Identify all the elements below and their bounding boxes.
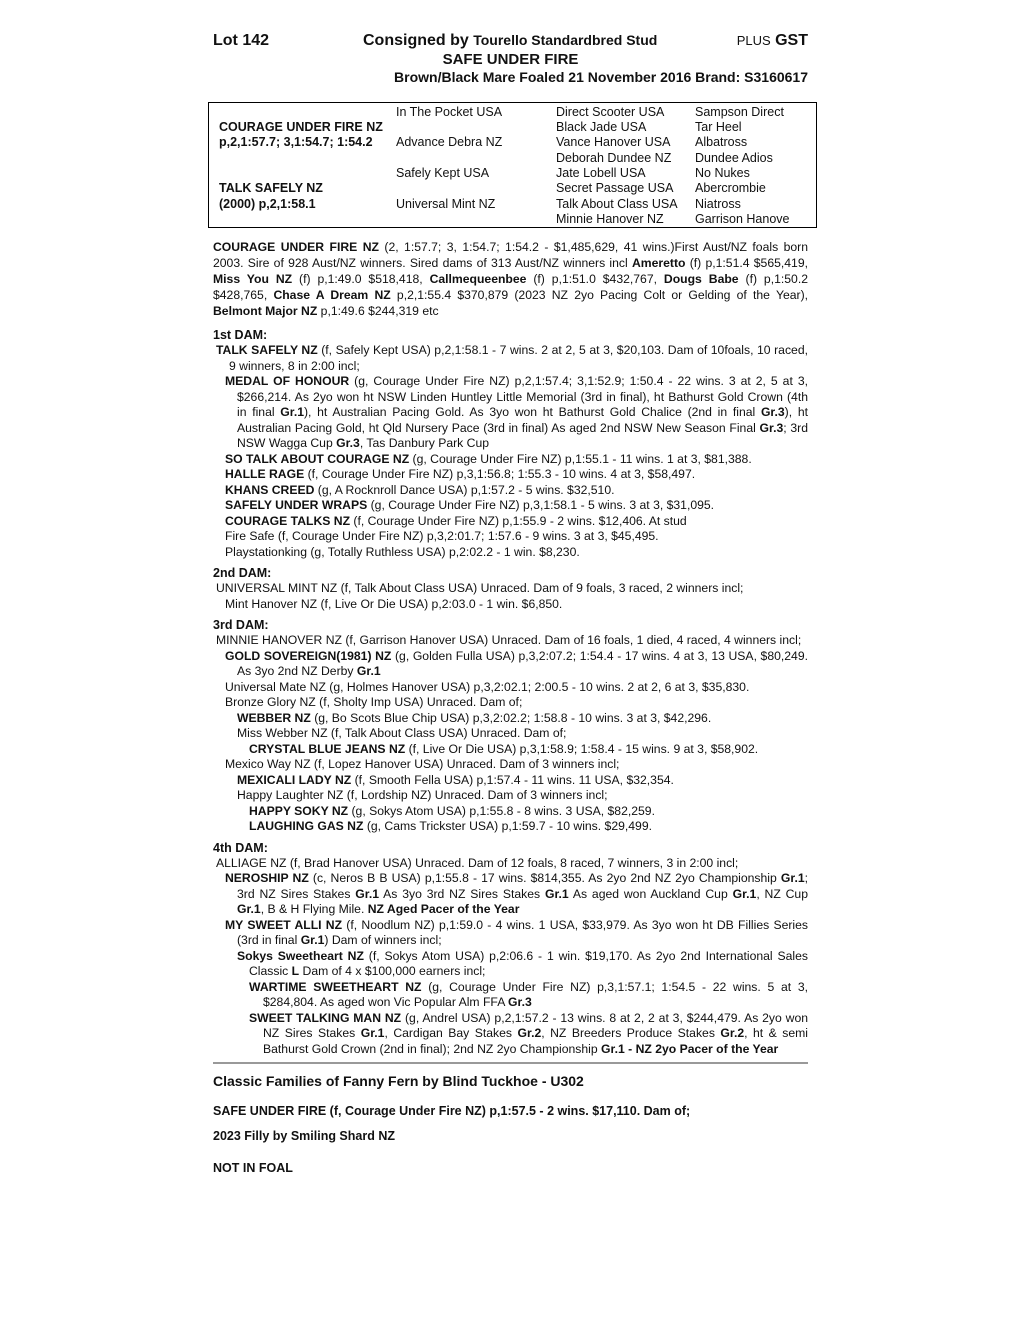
pedigree-gen4: Albatross — [695, 135, 748, 149]
pedigree-sire-dam: Advance Debra NZ — [396, 135, 503, 149]
horse-name: MEXICALI LADY NZ — [237, 772, 352, 787]
grade: Gr.1 — [300, 933, 325, 947]
entry-text: As 3yo 3rd NZ Sires Stakes — [378, 886, 545, 901]
pedigree-gen3: Vance Hanover USA — [556, 135, 671, 149]
entry-text: (f, Safely Kept USA) p,2,1:58.1 - 7 wins. 2 at 2, 5 at 3, $20,103. Dam of 10foals, 10 raced, 9 winners, 8 in 2:00 incl; — [229, 343, 808, 373]
horse-description: Brown/Black Mare Foaled 21 November 2016 Brand: S3160617 — [394, 69, 808, 85]
classic-families-heading: Classic Families of Fanny Fern by Blind Tuckhoe - U302 — [213, 1073, 584, 1089]
sire-text: p,2,1:55.4 $370,879 (2023 NZ 2yo Pacing Colt or Gelding of the Year), — [390, 288, 809, 302]
sire-text: (f) p,1:50.2 $428,765, — [213, 272, 808, 302]
horse-name: TALK SAFELY NZ — [216, 343, 318, 357]
pedigree-gen4: Tar Heel — [695, 120, 742, 134]
sire-progeny: Miss You NZ — [213, 272, 293, 286]
horse-name: MEDAL OF HONOUR — [225, 374, 350, 388]
grade: Gr.1 — [355, 886, 379, 901]
progeny-entry — [213, 773, 808, 789]
progeny-entry: Bronze Glory NZ (f, Sholty Imp USA) Unraced. Dam of; — [225, 695, 523, 709]
horse-name: GOLD SOVEREIGN(1981) NZ — [225, 648, 392, 663]
horse-name: COURAGE TALKS NZ — [225, 513, 351, 528]
entry-text: (f, Courage Under Fire NZ) p,3,1:56.8; 1:55.3 - 10 wins. 4 at 3, $58,497. — [304, 467, 696, 481]
consignor-line — [363, 32, 657, 50]
entry-text: (f, Noodlum NZ) p,1:59.0 - 4 wins. 1 USA, $33,979. As 3yo won ht DB Fillies Series (3rd in final — [237, 917, 808, 947]
first-dam-section — [213, 343, 808, 560]
grade: Gr.3 — [760, 405, 785, 419]
produce-record: SAFE UNDER FIRE (f, Courage Under Fire NZ) p,1:57.5 - 2 wins. $17,110. Dam of; — [213, 1104, 691, 1118]
consigned-by-label: Consigned by — [363, 32, 469, 49]
entry-text: (g, Cams Trickster USA) p,1:59.7 - 10 wins. $29,499. — [363, 819, 652, 833]
sire-name: COURAGE UNDER FIRE NZ — [213, 240, 379, 254]
progeny-entry: Fire Safe (f, Courage Under Fire NZ) p,3,2:01.7; 1:57.6 - 9 wins. 3 at 3, $45,495. — [225, 529, 659, 543]
grade: Gr.2 — [517, 1026, 542, 1040]
progeny-entry — [213, 871, 808, 918]
progeny-entry — [213, 374, 808, 452]
plus-label: PLUS — [736, 33, 771, 48]
grade: Gr.1 — [780, 871, 805, 885]
foal-status: NOT IN FOAL — [213, 1161, 293, 1175]
second-dam-heading: 2nd DAM: — [213, 566, 272, 580]
lot-header — [213, 30, 808, 88]
sire-progeny: Belmont Major NZ — [213, 304, 318, 318]
pedigree-dam-record: (2000) p,2,1:58.1 — [219, 197, 316, 211]
grade: Gr.1 — [544, 886, 569, 901]
pedigree-sire-record: p,2,1:57.7; 3,1:54.7; 1:54.2 — [219, 135, 373, 149]
entry-text: ; 3rd NZ Sires Stakes — [237, 871, 808, 901]
horse-name: NEROSHIP NZ — [225, 871, 309, 885]
first-dam-heading: 1st DAM: — [213, 328, 268, 342]
produce-2023: 2023 Filly by Smiling Shard NZ — [213, 1129, 395, 1143]
entry-text: , B & H Flying Mile. — [260, 902, 368, 916]
pedigree-dam: TALK SAFELY NZ — [219, 181, 323, 195]
sire-text: (f) p,1:49.0 $518,418, — [292, 272, 430, 286]
entry-text: , Cardigan Bay Stakes — [384, 1026, 518, 1040]
entry-text: Dam of 4 x $100,000 earners incl; — [299, 964, 486, 978]
sire-text: (f) p,1:51.0 $432,767, — [526, 272, 664, 286]
progeny-entry — [213, 1011, 808, 1058]
entry-text: (g, Bo Scots Blue Chip USA) p,3,2:02.2; 1:58.8 - 10 wins. 3 at 3, $42,296. — [310, 710, 712, 725]
pedigree-gen4: Niatross — [695, 197, 741, 211]
horse-name: SO TALK ABOUT COURAGE NZ — [225, 451, 410, 466]
pedigree-gen3: Deborah Dundee NZ — [556, 151, 672, 165]
entry-text: (g, Sokys Atom USA) p,1:55.8 - 8 wins. 3 USA, $82,259. — [348, 803, 655, 818]
pedigree-gen3: Black Jade USA — [556, 120, 647, 134]
entry-text: , NZ Cup — [756, 886, 808, 901]
entry-text: (f, Courage Under Fire NZ) p,1:55.9 - 2 wins. $12,406. At stud — [350, 513, 687, 528]
entry-text: (f, Sokys Atom USA) p,2:06.6 - 1 win. $19,170. As 2yo 2nd International Sales Classic — [249, 948, 808, 978]
dam-entry — [213, 343, 808, 374]
grade: Gr.3 — [508, 995, 532, 1009]
progeny-entry — [213, 649, 808, 680]
entry-text: ), ht Australian Pacing Gold, ht Qld Nursery Pace (3rd in final) As aged 2nd NSW New Season Final — [237, 405, 808, 435]
entry-text: (g, Golden Fulla USA) p,3,2:07.2; 1:54.4 - 17 wins. 4 at 3, 13 USA, $80,249. As 3yo 2nd NZ Derby — [237, 648, 809, 678]
entry-text: , Tas Danbury Park Cup — [359, 436, 490, 450]
grade: Gr.1 — [237, 902, 261, 916]
progeny-entry: Playstationking (g, Totally Ruthless USA) p,2:02.2 - 1 win. $8,230. — [225, 544, 580, 559]
sire-text: p,1:49.6 $244,319 etc — [317, 304, 439, 318]
entry-text: As aged won Auckland Cup — [568, 886, 733, 901]
progeny-entry — [213, 467, 808, 483]
progeny-entry — [213, 819, 808, 835]
pedigree-gen3: Talk About Class USA — [556, 197, 678, 211]
horse-name: WEBBER NZ — [237, 710, 311, 725]
horse-name: HAPPY SOKY NZ — [249, 803, 349, 818]
entry-text: (g, Courage Under Fire NZ) p,2,1:57.4; 3,1:52.9; 1:50.4 - 22 wins. 3 at 2, 5 at 3, $266,214. As 2yo won ht NSW Linden Huntley Little Memorial (3rd in final), ht Bathurst Gold Crown (4th in final — [237, 374, 808, 419]
award: NZ Aged Pacer of the Year — [367, 902, 520, 916]
dam-entry: ALLIAGE NZ (f, Brad Hanover USA) Unraced. Dam of 12 foals, 8 raced, 7 winners, 3 in 2:00 incl; — [216, 855, 739, 870]
entry-text: (g, Courage Under Fire NZ) p,3,1:58.1 - 5 wins. 3 at 3, $31,095. — [367, 498, 715, 512]
third-dam-heading: 3rd DAM: — [213, 618, 269, 632]
horse-name: SWEET TALKING MAN NZ — [249, 1010, 402, 1025]
section-divider — [213, 1062, 808, 1064]
fourth-dam-heading: 4th DAM: — [213, 840, 268, 855]
progeny-entry: Miss Webber NZ (f, Talk About Class USA) Unraced. Dam of; — [237, 726, 567, 740]
progeny-entry — [213, 711, 808, 727]
horse-name: SAFE UNDER FIRE — [442, 51, 579, 68]
progeny-entry — [213, 452, 808, 468]
progeny-entry — [213, 514, 808, 530]
pedigree-gen3: Minnie Hanover NZ — [556, 212, 664, 226]
dam-entry: UNIVERSAL MINT NZ (f, Talk About Class USA) Unraced. Dam of 9 foals, 3 raced, 2 winners incl; — [216, 581, 744, 595]
sire-progeny: Ameretto — [631, 256, 686, 270]
sire-progeny: Dougs Babe — [663, 272, 739, 286]
sire-progeny: Callmequeenbee — [429, 272, 527, 286]
pedigree-gen4: Abercrombie — [695, 181, 766, 195]
grade: Gr.3 — [759, 420, 784, 435]
pedigree-gen3: Secret Passage USA — [556, 181, 674, 195]
horse-name: WARTIME SWEETHEART NZ — [249, 979, 422, 994]
grade: L — [291, 964, 300, 978]
pedigree-gen3: Jate Lobell USA — [556, 166, 646, 180]
progeny-entry — [213, 742, 808, 758]
gst-note — [737, 32, 808, 50]
second-dam-section — [213, 581, 808, 612]
pedigree-table — [208, 102, 817, 228]
entry-text: , NZ Breeders Produce Stakes — [541, 1026, 721, 1040]
grade: Gr.1 — [732, 886, 757, 901]
sire-progeny: Chase A Dream NZ — [273, 288, 391, 302]
horse-name: CRYSTAL BLUE JEANS NZ — [249, 741, 406, 756]
horse-name: HALLE RAGE — [225, 467, 305, 481]
entry-text: ), ht Australian Pacing Gold. As 3yo won ht Bathurst Gold Chalice (2nd in final — [304, 405, 761, 419]
pedigree-sire: COURAGE UNDER FIRE NZ — [219, 120, 383, 134]
sire-text: (2, 1:57.7; 3, 1:54.7; 1:54.2 - $1,485,629, 41 wins.)First Aust/NZ foals born 2003. Sire of 928 Aust/NZ winners. Sired dams of 313 Aust/NZ winners incl — [213, 240, 808, 270]
consignor-name: Tourello Standardbred Stud — [473, 32, 658, 48]
pedigree-gen4: No Nukes — [695, 166, 750, 180]
pedigree-dam-dam: Universal Mint NZ — [396, 197, 496, 211]
entry-text: (g, A Rocknroll Dance USA) p,1:57.2 - 5 wins. $32,510. — [314, 482, 615, 497]
progeny-entry: Happy Laughter NZ (f, Lordship NZ) Unraced. Dam of 3 winners incl; — [237, 788, 608, 802]
pedigree-gen4: Sampson Direct — [695, 105, 784, 119]
horse-name: Sokys Sweetheart NZ — [237, 948, 364, 963]
horse-name: SAFELY UNDER WRAPS — [225, 498, 368, 512]
entry-text: (g, Courage Under Fire NZ) p,1:55.1 - 11 wins. 1 at 3, $81,388. — [409, 451, 752, 466]
gst-label: GST — [775, 32, 808, 49]
horse-name: KHANS CREED — [225, 482, 315, 497]
grade: Gr.1 — [356, 664, 381, 678]
horse-name: LAUGHING GAS NZ — [249, 819, 364, 833]
entry-text: , ht & semi Bathurst Gold Crown (2nd in final); 2nd NZ 2yo Championship — [263, 1026, 808, 1056]
entry-text: ; 3rd NSW Wagga Cup — [237, 420, 808, 450]
grade: Gr.1 — [280, 405, 304, 419]
entry-text: (c, Neros B B USA) p,1:55.8 - 17 wins. $814,355. As 2yo 2nd NZ 2yo Championship — [308, 871, 781, 885]
progeny-entry — [213, 498, 808, 514]
entry-text: (f, Smooth Fella USA) p,1:57.4 - 11 wins. 11 USA, $32,354. — [351, 772, 674, 787]
sire-text: (f) p,1:51.4 $565,419, — [685, 256, 808, 270]
grade: Gr.1 - NZ 2yo Pacer of the Year — [601, 1041, 779, 1056]
pedigree-dam-sire: Safely Kept USA — [396, 166, 490, 180]
grade: Gr.3 — [336, 436, 360, 450]
progeny-entry — [213, 918, 808, 949]
progeny-entry — [213, 804, 808, 820]
progeny-entry — [213, 949, 808, 980]
catalogue-page — [213, 30, 808, 1175]
dam-entry: MINNIE HANOVER NZ (f, Garrison Hanover USA) Unraced. Dam of 16 foals, 1 died, 4 raced, 4 winners incl; — [216, 633, 802, 647]
entry-text: (g, Andrel USA) p,2,1:57.2 - 13 wins. 8 at 2, 2 at 3, $244,479. As 2yo won NZ Sires Stakes — [263, 1010, 809, 1040]
pedigree-gen4: Garrison Hanove — [695, 212, 790, 226]
grade: Gr.2 — [720, 1026, 745, 1040]
grade: Gr.1 — [360, 1026, 385, 1040]
fourth-dam-section — [213, 856, 808, 1058]
entry-text: (g, Courage Under Fire NZ) p,3,1:57.1; 1:54.5 - 22 wins. 5 at 3, $284,804. As aged won Vic Popular Alm FFA — [263, 979, 808, 1009]
horse-name: MY SWEET ALLI NZ — [225, 917, 343, 932]
entry-text: ) Dam of winners incl; — [324, 933, 442, 947]
third-dam-section — [213, 633, 808, 835]
progeny-entry: Mexico Way NZ (f, Lopez Hanover USA) Unraced. Dam of 3 winners incl; — [225, 757, 620, 771]
lot-number: Lot 142 — [213, 32, 270, 49]
pedigree-gen3: Direct Scooter USA — [556, 105, 665, 119]
sire-summary — [213, 239, 808, 319]
progeny-entry — [213, 483, 808, 499]
entry-text: (f, Live Or Die USA) p,3,1:58.9; 1:58.4 - 15 wins. 9 at 3, $58,902. — [405, 741, 759, 756]
progeny-entry: Mint Hanover NZ (f, Live Or Die USA) p,2:03.0 - 1 win. $6,850. — [225, 596, 563, 611]
progeny-entry — [213, 980, 808, 1011]
progeny-entry: Universal Mate NZ (g, Holmes Hanover USA) p,3,2:02.1; 2:00.5 - 10 wins. 2 at 2, 6 at 3, $35,830. — [225, 679, 750, 694]
pedigree-gen4: Dundee Adios — [695, 151, 773, 165]
pedigree-sire-sire: In The Pocket USA — [396, 105, 503, 119]
